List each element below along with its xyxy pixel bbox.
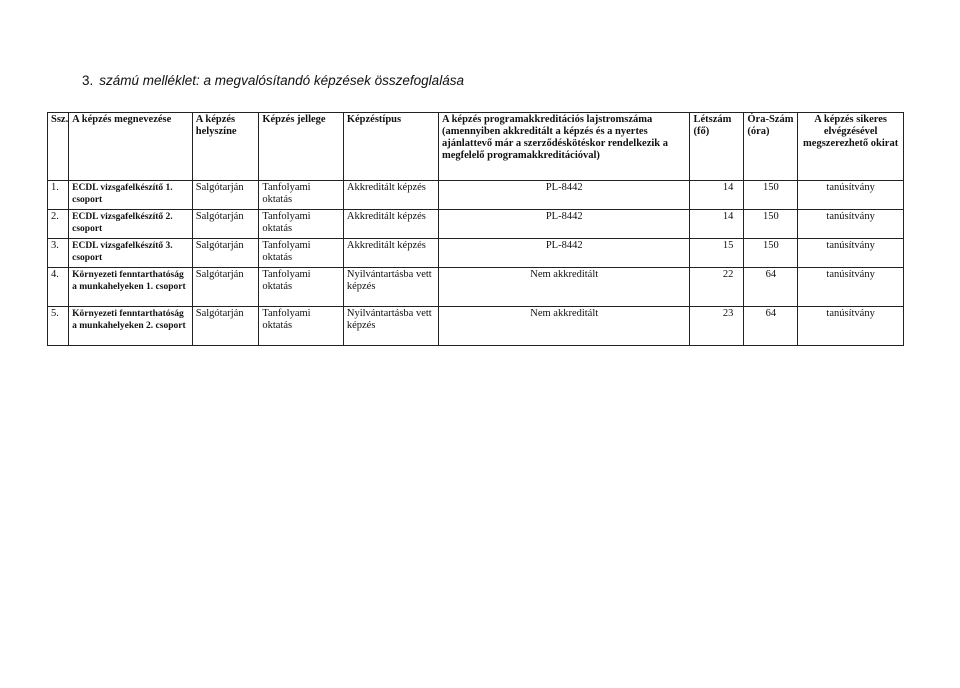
cell-headcount: 14 <box>690 210 744 239</box>
cell-registration-number: PL-8442 <box>438 181 690 210</box>
cell-certificate: tanúsítvány <box>798 307 904 346</box>
cell-hours: 64 <box>744 307 798 346</box>
cell-location: Salgótarján <box>192 239 259 268</box>
cell-location: Salgótarján <box>192 210 259 239</box>
table-header-row <box>48 113 904 181</box>
table-row <box>48 239 904 268</box>
cell-training-type: Nyilvántartásba vett képzés <box>343 268 438 307</box>
cell-headcount: 14 <box>690 181 744 210</box>
cell-training-type: Akkreditált képzés <box>343 239 438 268</box>
cell-training-type: Akkreditált képzés <box>343 181 438 210</box>
cell-hours: 150 <box>744 239 798 268</box>
cell-registration-number: Nem akkreditált <box>438 307 690 346</box>
cell-training-type: Nyilvántartásba vett képzés <box>343 307 438 346</box>
header-training-name: A képzés megnevezése <box>69 113 193 181</box>
heading-text: számú melléklet: a megvalósítandó képzések összefoglalása <box>99 73 464 88</box>
cell-training-name: ECDL vizsgafelkészítő 1. csoport <box>69 181 193 210</box>
training-summary-table <box>47 112 904 346</box>
cell-nature: Tanfolyami oktatás <box>259 307 344 346</box>
header-headcount: Létszám (fő) <box>690 113 744 181</box>
cell-training-name: ECDL vizsgafelkészítő 2. csoport <box>69 210 193 239</box>
cell-location: Salgótarján <box>192 181 259 210</box>
cell-row-number: 5. <box>48 307 69 346</box>
header-registration: A képzés programakkreditációs lajstromszáma (amennyiben akkreditált a képzés és a nyertes ajánlattevő már a szerződéskötéskor rendelkezik a megfelelő programakkreditációval) <box>438 113 690 181</box>
cell-headcount: 15 <box>690 239 744 268</box>
header-nature: Képzés jellege <box>259 113 344 181</box>
cell-registration-number: Nem akkreditált <box>438 268 690 307</box>
cell-nature: Tanfolyami oktatás <box>259 268 344 307</box>
cell-registration-number: PL-8442 <box>438 239 690 268</box>
cell-hours: 150 <box>744 210 798 239</box>
cell-row-number: 4. <box>48 268 69 307</box>
header-type: Képzéstípus <box>343 113 438 181</box>
table-row <box>48 307 904 346</box>
heading-number: 3. <box>82 73 94 88</box>
cell-location: Salgótarján <box>192 307 259 346</box>
table-row <box>48 181 904 210</box>
cell-hours: 150 <box>744 181 798 210</box>
header-certificate: A képzés sikeres elvégzésével megszerezhető okirat <box>798 113 904 181</box>
cell-headcount: 22 <box>690 268 744 307</box>
table-row <box>48 210 904 239</box>
cell-training-type: Akkreditált képzés <box>343 210 438 239</box>
cell-training-name: Környezeti fenntarthatóság a munkahelyeken 1. csoport <box>69 268 193 307</box>
cell-training-name: Környezeti fenntarthatóság a munkahelyeken 2. csoport <box>69 307 193 346</box>
cell-registration-number: PL-8442 <box>438 210 690 239</box>
cell-hours: 64 <box>744 268 798 307</box>
cell-headcount: 23 <box>690 307 744 346</box>
cell-nature: Tanfolyami oktatás <box>259 239 344 268</box>
table-row <box>48 268 904 307</box>
cell-certificate: tanúsítvány <box>798 268 904 307</box>
cell-row-number: 3. <box>48 239 69 268</box>
header-ssz: Ssz. <box>48 113 69 181</box>
cell-row-number: 2. <box>48 210 69 239</box>
cell-certificate: tanúsítvány <box>798 239 904 268</box>
header-location: A képzés helyszíne <box>192 113 259 181</box>
cell-row-number: 1. <box>48 181 69 210</box>
cell-location: Salgótarján <box>192 268 259 307</box>
cell-nature: Tanfolyami oktatás <box>259 210 344 239</box>
cell-certificate: tanúsítvány <box>798 181 904 210</box>
header-hours: Óra-Szám (óra) <box>744 113 798 181</box>
cell-nature: Tanfolyami oktatás <box>259 181 344 210</box>
cell-training-name: ECDL vizsgafelkészítő 3. csoport <box>69 239 193 268</box>
page-heading <box>82 73 464 88</box>
cell-certificate: tanúsítvány <box>798 210 904 239</box>
